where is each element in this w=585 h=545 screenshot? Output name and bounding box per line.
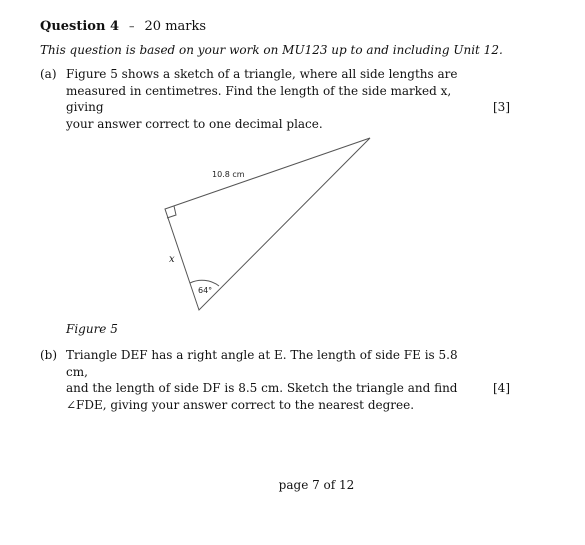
part-b-line-2: and the length of side DF is 8.5 cm. Sketch the triangle and find [66,381,458,395]
part-b-marks: [4] [493,381,510,395]
page-number: page 7 of 12 [278,478,355,492]
part-a-line-3: your answer correct to one decimal place. [66,116,323,131]
part-a-marks: [3] [493,100,510,114]
part-b-label: (b) [40,348,58,362]
unknown-side-label: x [169,254,175,265]
question-intro: This question is based on your work on MU123 up to and including Unit 12. [40,43,503,57]
figure-caption: Figure 5 [66,322,118,336]
part-a-line-1: Figure 5 shows a sketch of a triangle, where all side lengths are [66,67,458,81]
part-b-text [66,347,466,413]
angle-label: 64° [198,286,213,295]
part-b-line-3: ∠FDE, giving your answer correct to the nearest degree. [66,397,415,412]
side-length-label: 10.8 cm [212,170,245,179]
triangle-outline [165,138,370,310]
part-b-line-1: Triangle DEF has a right angle at E. The length of side FE is 5.8 cm, [66,348,458,379]
heading-dash: – [129,20,135,33]
question-number: Question 4 [40,19,120,34]
part-a-line-2: measured in centimetres. Find the length of the side marked x, giving [66,83,452,114]
question-marks: 20 marks [144,19,207,34]
part-a-label: (a) [40,67,57,81]
